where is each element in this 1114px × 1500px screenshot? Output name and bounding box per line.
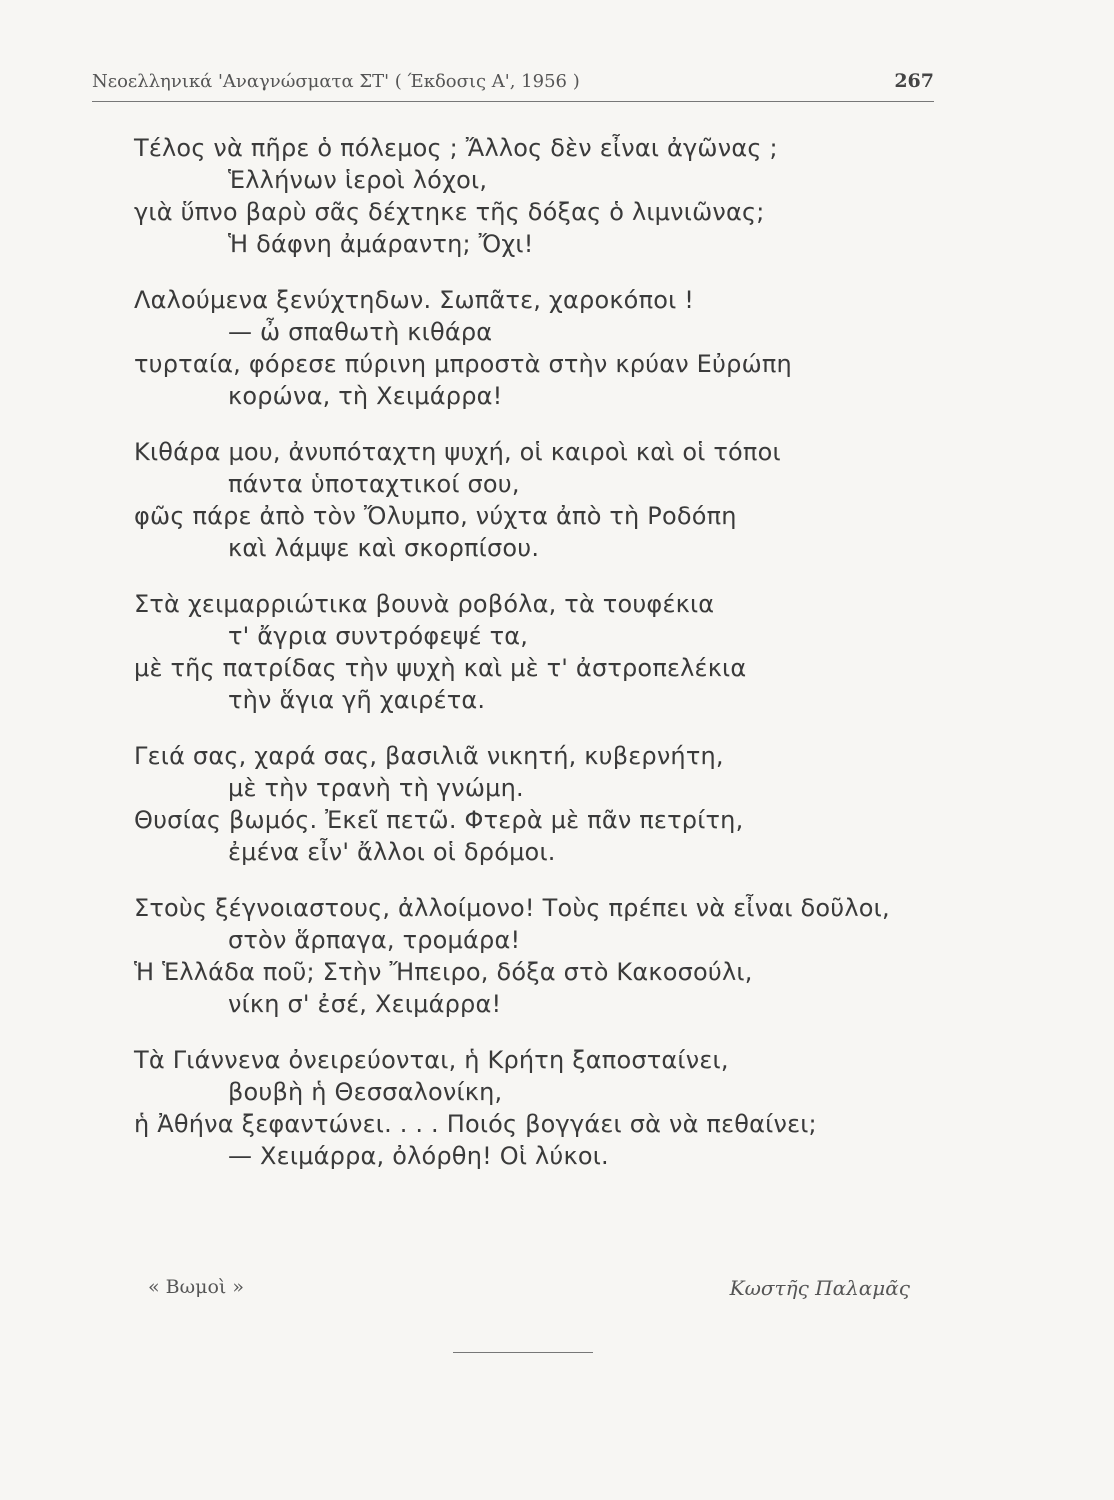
poem-line: Γειά σας, χαρά σας, βασιλιᾶ νικητή, κυβερνήτη, xyxy=(134,742,724,770)
poem-line: Ἡ Ἑλλάδα ποῦ; Στὴν Ἤπειρο, δόξα στὸ Κακοσούλι, xyxy=(134,958,753,986)
stanza xyxy=(134,436,934,564)
poem-line: Λαλούμενα ξενύχτηδων. Σωπᾶτε, χαροκόποι ! xyxy=(134,286,695,314)
poem-line: καὶ λάμψε καὶ σκορπίσου. xyxy=(228,534,540,562)
poem-author: Κωστῆς Παλαμᾶς xyxy=(729,1276,910,1300)
page-header xyxy=(92,70,934,92)
poem-line: Τέλος νὰ πῆρε ὁ πόλεμος ; Ἄλλος δὲν εἶναι ἀγῶνας ; xyxy=(134,134,778,162)
poem-line: ἐμένα εἶν' ἄλλοι οἱ δρόμοι. xyxy=(228,838,556,866)
poem-line: Ἡ δάφνη ἀμάραντη; Ὄχι! xyxy=(228,230,534,258)
poem-line: φῶς πάρε ἀπὸ τὸν Ὄλυμπο, νύχτα ἀπὸ τὴ Ροδόπη xyxy=(134,502,737,530)
stanza xyxy=(134,132,934,260)
poem-line: Τὰ Γιάννενα ὀνειρεύονται, ἡ Κρήτη ξαποσταίνει, xyxy=(134,1046,729,1074)
poem-line: ἡ Ἀθήνα ξεφαντώνει. . . . Ποιός βογγάει σὰ νὰ πεθαίνει; xyxy=(134,1110,817,1138)
stanza xyxy=(134,284,934,412)
poem-line: κορώνα, τὴ Χειμάρρα! xyxy=(228,382,503,410)
poem-line: Κιθάρα μου, ἀνυπόταχτη ψυχή, οἱ καιροὶ καὶ οἱ τόποι xyxy=(134,438,781,466)
stanza xyxy=(134,740,934,868)
stanza xyxy=(134,892,934,1020)
end-rule xyxy=(453,1352,593,1353)
stanza xyxy=(134,588,934,716)
poem xyxy=(134,132,934,1196)
poem-line: Θυσίας βωμός. Ἐκεῖ πετῶ. Φτερὰ μὲ πᾶν πετρίτη, xyxy=(134,806,744,834)
poem-line: — Χειμάρρα, ὀλόρθη! Οἱ λύκοι. xyxy=(228,1142,609,1170)
poem-line: βουβὴ ἡ Θεσσαλονίκη, xyxy=(228,1078,503,1106)
page-number: 267 xyxy=(894,70,934,92)
poem-line: γιὰ ὕπνο βαρὺ σᾶς δέχτηκε τῆς δόξας ὁ λιμνιῶνας; xyxy=(134,198,765,226)
poem-line: τὴν ἅγια γῆ χαιρέτα. xyxy=(228,686,486,714)
poem-line: Ἑλλήνων ἱεροὶ λόχοι, xyxy=(228,166,488,194)
poem-line: νίκη σ' ἐσέ, Χειμάρρα! xyxy=(228,990,502,1018)
poem-line: Στὰ χειμαρριώτικα βουνὰ ροβόλα, τὰ τουφέκια xyxy=(134,590,715,618)
poem-line: στὸν ἅρπαγα, τρομάρα! xyxy=(228,926,521,954)
running-title: Νεοελληνικά 'Αναγνώσματα ΣΤ' ( Έκδοσις Α', 1956 ) xyxy=(92,71,580,92)
poem-line: — ὦ σπαθωτὴ κιθάρα xyxy=(228,318,493,346)
poem-source: « Βωμοὶ » xyxy=(148,1276,245,1298)
poem-line: τυρταία, φόρεσε πύρινη μπροστὰ στὴν κρύαν Εὐρώπη xyxy=(134,350,792,378)
poem-line: μὲ τὴν τρανὴ τὴ γνώμη. xyxy=(228,774,524,802)
poem-line: τ' ἄγρια συντρόφεψέ τα, xyxy=(228,622,529,650)
stanza xyxy=(134,1044,934,1172)
poem-line: Στοὺς ξέγνοιαστους, ἀλλοίμονο! Τοὺς πρέπει νὰ εἶναι δοῦλοι, xyxy=(134,894,890,922)
page-footer xyxy=(148,1276,910,1300)
poem-line: μὲ τῆς πατρίδας τὴν ψυχὴ καὶ μὲ τ' ἀστροπελέκια xyxy=(134,654,747,682)
poem-line: πάντα ὑποταχτικοί σου, xyxy=(228,470,520,498)
header-rule xyxy=(92,101,934,102)
